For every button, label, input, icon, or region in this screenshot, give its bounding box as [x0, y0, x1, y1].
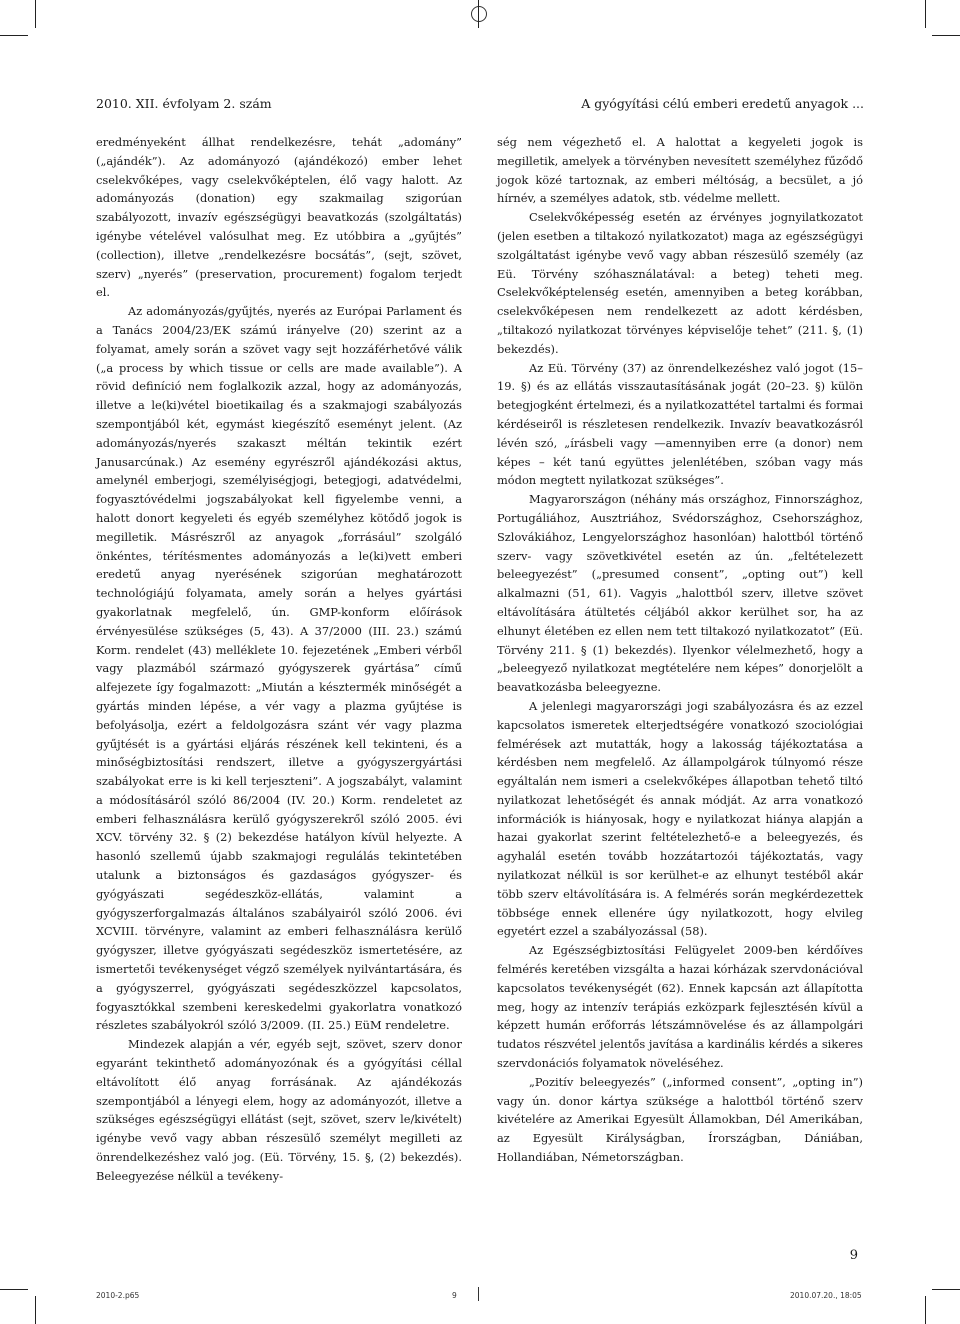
- footer-mark: [478, 1287, 479, 1301]
- paragraph: Magyarországon (néhány más országhoz, Finnországhoz, Portugáliához, Ausztriához, Svédországhoz, Csehországhoz, Szlovákiához, Lengyelországhoz hasonlóan) halottból történő szerv- vagy szövetkivétel esetén az ún. „feltételezett beleegyezést” („presumed consent”, „opting out”) kell alkalmazni (51, 61). Vagyis „halottból szerv, illetve szövet eltávolítására átültetés céljából akkor kerülhet sor, ha az elhunyt életében ez ellen nem tett tiltakozó nyilatkozatot” (Eü. Törvény 211. § (1) bekezdés). Ilyenkor vélelmezhető, hogy a „beleegyező nyilatkozat megtételére nem képes” donorjelölt a beavatkozásba beleegyezne.: [497, 492, 863, 695]
- crop-mark: [35, 0, 36, 28]
- registration-mark: [471, 6, 487, 22]
- crop-mark: [932, 35, 960, 36]
- paragraph: Mindezek alapján a vér, egyéb sejt, szövet, szerv donor egyaránt tekinthető adományozónak és a gyógyítási céllal eltávolított élő anyag forrásának. Az ajándékozás szempontjából a lényegi elem, hogy az adományozót, illetve a szükséges egészségügyi ellátást (sejt, szövet, szerv le/kivételt) igénybe vevő vagy abban részesülő személyt megilleti az önrendelkezéshez való jog. (Eü. Törvény, 15. §, (2) bekezdés). Beleegyezése nélkül a tevékeny-: [96, 1037, 462, 1183]
- paragraph: eredményeként állhat rendelkezésre, tehát „adomány” („ajándék”). Az adományozó (ajándékozó) ember lehet cselekvőképes, vagy cselekvőképtelen, élő vagy halott. Az adományozás (donation) egy szakmailag szigorúan szabályozott, invazív egészségügyi beavatkozás (szolgáltatás) igénybe vételével valósulhat meg. Ez utóbbira a „gyűjtés” (collection), illetve „rendelkezésre bocsátás”, (sejt, szövet, szerv) „nyerés” (preservation, procurement) fogalom terjedt el.: [96, 135, 462, 300]
- crop-mark: [925, 1296, 926, 1324]
- right-column: [497, 133, 863, 1167]
- crop-mark: [35, 1296, 36, 1324]
- crop-mark: [932, 1289, 960, 1290]
- footer-file: 2010-2.p65: [96, 1291, 140, 1300]
- running-header: [96, 96, 864, 116]
- crop-mark: [0, 35, 28, 36]
- crop-mark: [925, 0, 926, 28]
- paragraph: ség nem végezhető el. A halottat a kegyeleti jogok is megilletik, amelyek a törvényben nevesített személyhez fűződő jogok közé tartoznak, az emberi méltóság, a becsület, a jó hírnév, a személyes adatok, stb. védelme mellett.: [497, 135, 863, 206]
- registration-mark: [478, 0, 479, 28]
- crop-mark: [0, 1289, 28, 1290]
- paragraph: Az Eü. Törvény (37) az önrendelkezéshez való jogot (15–19. §) és az ellátás visszautasításának jogát (20–23. §) külön betegjogként értelmezi, és a nyilatkozattétel tartalmi és formai kérdéseiről is részletesen rendelkezik. Invazív beavatkozásról lévén szó, „írásbeli vagy —amennyiben erre (a donor) nem képes – két tanú együttes jelenlétében, szóban vagy más módon megtett nyilatkozat szükséges”.: [497, 360, 863, 488]
- page-number: 9: [849, 1248, 858, 1263]
- paragraph: Az Egészségbiztosítási Felügyelet 2009-ben kérdőíves felmérés keretében vizsgálta a hazai kórházak szervdonációval kapcsolatos tevékenységét (62). Ennek kapcsán azt állapította meg, hogy az intenzív terápiás ezközpark fejlesztésén kívül a képzett humán erőforrás létszámnövelése és az állampolgári tudatos részvétel jelentős javítása a kardinális kérdés a sikeres szervdonációs folyamatok növeléséhez.: [497, 943, 863, 1071]
- paragraph: „Pozitív beleegyezés” („informed consent”, „opting in”) vagy ún. donor kártya szüksége a halottból történő szerv kivételére az Amerikai Egyesült Államokban, Dél Amerikában, az Egyesült Királyságban, Írországban, Dániában, Hollandiában, Németországban.: [497, 1074, 863, 1165]
- article-short-title: A gyógyítási célú emberi eredetű anyagok ...: [581, 96, 864, 111]
- footer-timestamp: 2010.07.20., 18:05: [790, 1291, 862, 1300]
- left-column: [96, 133, 462, 1186]
- paragraph: Cselekvőképesség esetén az érvényes jognyilatkozatot (jelen esetben a tiltakozó nyilatkozatot) maga az egészségügyi szolgáltatást igénybe vevő vagy abban részesülő személy (az Eü. Törvény szóhasználatával: a beteg) teheti meg. Cselekvőképtelenség esetén, amennyiben a beteg korábban, cselekvőképesen nem rendelkezett az adott kérdésben, „tiltakozó nyilatkozat törvényes képviselője tehet” (211. §, (1) bekezdés).: [497, 210, 863, 356]
- footer-page: 9: [452, 1291, 457, 1300]
- paragraph: A jelenlegi magyarországi jogi szabályozásra és az ezzel kapcsolatos ismeretek elterjedtségére vonatkozó szociológiai felmérések azt mutatták, hogy a lakosság tájékoztatása a kérdésben nem megfelelő. Az állampolgárok túlnyomó része egyáltalán nem ismeri a cselekvőképes állapotban tehető tiltó nyilatkozat lehetőségét és annak módját. Az arra vonatkozó információk is hiányosak, hogy e nyilatkozat hiánya alapján a hazai gyakorlat szerint feltételezhető-e a beleegyezés, és agyhalál esetén tovább hozzátartozói tájékoztatás, vagy nyilatkozat nélkül is sor kerülhet-e az elhunyt testéből akár több szerv eltávolítására is. A felmérés során megkérdezettek többsége ennek ellenére úgy nyilatkozott, hogy elvileg egyetért ezzel a szabályozással (58).: [497, 698, 863, 939]
- paragraph: Az adományozás/gyűjtés, nyerés az Európai Parlament és a Tanács 2004/23/EK számú irányelve (20) szerint az a folyamat, amely során a szövet vagy sejt hozzáférhetővé válik („a process by which tissue or cells are made available”). A rövid definíció nem foglalkozik azzal, hogy az adományozás, illetve a le(ki)vétel bioetikailag és a szakmajogi szabályozás szempontjából két, egymást kiegészítő eseményt jelent. (Az adományozás/nyerés szakaszt méltán tekintik ezért Janusarcúnak.) Az esemény egyrészről ajándékozási aktus, amelynél emberjogi, személyiségjogi, betegjogi, adatvédelmi, fogyasztóvédelmi jogszabályokat kell figyelembe venni, a halott donort kegyeleti és egyéb személyhez kötődő jogok is megilletik. Másrészről az anyagok „forrásául” szolgáló önkéntes, térítésmentes adományozás a le(ki)vett emberi eredetű anyag nyerésének szigorúan meghatározott technológiájú folyamata, amely során a helyes gyártási gyakorlatnak megfelelő, ún. GMP-konform előírások érvényesülése szükséges (5, 43). A 37/2000 (III. 23.) számú Korm. rendelet (43) melléklete 10. fejezetének „Emberi vérből vagy plazmából származó gyógyszerek gyártása” című alfejezete így fogalmazott: „Miután a késztermék minőségét a gyártás minden lépése, a vér vagy a plazma gyűjtése is befolyásolja, ezért a feldolgozásra szánt vér vagy plazma gyűjtését is a gyártási eljárás részének kell tekinteni, és a minőségbiztosítási rendszert, illetve a gyógyszergyártási szabályokat erre is ki kell terjeszteni”. A jogszabályt, valamint a módosításáról szóló 86/2004 (IV. 20.) Korm. rendeletet az emberi felhasználásra kerülő gyógyszerekről szóló 2005. évi XCV. törvény 32. § (2) bekezdése hatályon kívül helyezte. A hasonló szellemű újabb szakmajogi regulálás tekintetében utalunk a biztonságos és gazdaságos gyógyszer- és gyógyászati segédeszköz-ellátás, valamint a gyógyszerforgalmazás általános szabályairól szóló 2006. évi XCVIII. törvényre, valamint az emberi felhasználásra kerülő gyógyszer, illetve gyógyászati segédeszköz ismertetésére, az ismertetői tevékenységet végző személyek nyilvántartására, és a gyógyszerrel, gyógyászati segédeszközzel kapcsolatos, fogyasztókkal szembeni kereskedelmi gyakorlatra vonatkozó részletes szabályokról szóló 3/2009. (II. 25.) EüM rendeletre.: [96, 304, 462, 1033]
- journal-issue: 2010. XII. évfolyam 2. szám: [96, 96, 272, 111]
